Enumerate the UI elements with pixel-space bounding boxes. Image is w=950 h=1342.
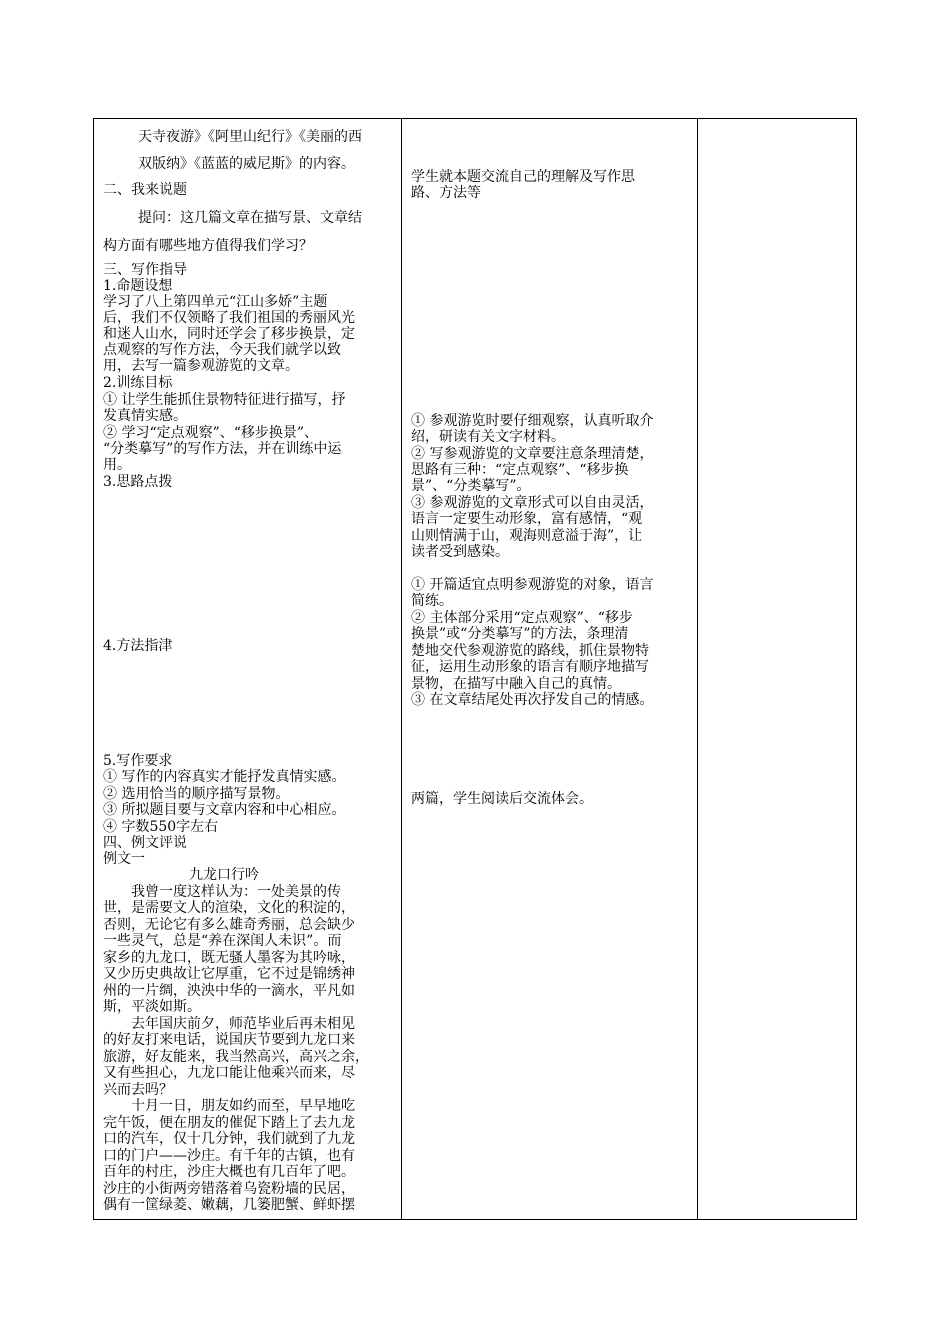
section-3-title: 三、写作指导 — [103, 262, 187, 278]
essay-line: 的好友打来电话，说国庆节要到九龙口来 — [103, 1032, 355, 1048]
essay-line: 世，是需要文人的渲染，文化的积淀的， — [103, 900, 355, 916]
essay-line: 兴而去吗？ — [103, 1082, 173, 1098]
reading-note: 两篇，学生阅读后交流体会。 — [411, 791, 593, 807]
essay-line: 家乡的九龙口，既无骚人墨客为其吟咏， — [103, 950, 355, 966]
method-line: 换景”或“分类摹写”的方法，条理清 — [411, 626, 629, 642]
sub-4-title: 4.方法指津 — [103, 638, 173, 654]
essay-line: 完午饭，便在朋友的催促下踏上了去九龙 — [103, 1115, 355, 1131]
method-line: ① 开篇适宜点明参观游览的对象，语言 — [411, 577, 654, 593]
requirement-line: ② 选用恰当的顺序描写景物。 — [103, 786, 290, 802]
sub-2-line: “分类摹写”的写作方法，并在训练中运 — [103, 441, 342, 457]
sub-1-line: 点观察的写作方法，今天我们就学以致 — [103, 342, 341, 358]
student-activity-column — [402, 119, 698, 1219]
method-line: 征，运用生动形象的语言有顺序地描写 — [411, 659, 649, 675]
sub-2-line: ② 学习“定点观察”、“移步换景”、 — [103, 425, 319, 441]
method-line: ③ 在文章结尾处再次抒发自己的情感。 — [411, 692, 654, 708]
discussion-line: 学生就本题交流自己的理解及写作思 — [411, 169, 635, 185]
sub-1-line: 后，我们不仅领略了我们祖国的秀丽风光 — [103, 310, 355, 326]
intro-line-2: 双版纳》《蓝蓝的威尼斯》的内容。 — [138, 156, 355, 172]
sub-1-line: 和迷人山水，同时还学会了移步换景，定 — [103, 326, 355, 342]
essay-line: 百年的村庄，沙庄大概也有几百年了吧。 — [103, 1164, 355, 1180]
intro-line-1: 天寺夜游》《阿里山纪行》《美丽的西 — [138, 129, 362, 145]
essay-line: 去年国庆前夕，师范毕业后再未相见 — [131, 1016, 355, 1032]
tip-line: ② 写参观游览的文章要注意条理清楚， — [411, 446, 654, 462]
essay-line: 旅游，好友能来，我当然高兴，高兴之余， — [103, 1049, 369, 1065]
essay-line: 一些灵气，总是“养在深闺人未识”。而 — [103, 933, 342, 949]
tip-line: 读者受到感染。 — [411, 544, 509, 560]
example-label: 例文一 — [103, 851, 145, 867]
essay-line: 偶有一筐绿菱、嫩藕，几篓肥蟹、鲜虾摆 — [103, 1197, 355, 1213]
lesson-table — [93, 118, 857, 1220]
sub-1-title: 1.命题设想 — [103, 278, 173, 294]
sub-2-line: ① 让学生能抓住景物特征进行描写，抒 — [103, 392, 346, 408]
tip-line: 思路有三种：“定点观察”、“移步换 — [411, 462, 629, 478]
tip-line: 语言一定要生动形象，富有感情，“观 — [411, 511, 643, 527]
requirement-line: ③ 所拟题目要与文章内容和中心相应。 — [103, 802, 346, 818]
essay-line: 十月一日，朋友如约而至，早早地吃 — [131, 1098, 355, 1114]
essay-title: 九龙口行吟 — [189, 867, 259, 883]
sub-2-title: 2.训练目标 — [103, 375, 173, 391]
tip-line: ① 参观游览时要仔细观察，认真听取介 — [411, 413, 654, 429]
sub-1-line: 学习了八上第四单元“江山多娇”主题 — [103, 294, 328, 310]
essay-line: 口的门户——沙庄。有千年的古镇，也有 — [103, 1148, 355, 1164]
essay-line: 又有些担心，九龙口能让他乘兴而来，尽 — [103, 1065, 355, 1081]
section-4-title: 四、例文评说 — [103, 835, 187, 851]
method-line: ② 主体部分采用“定点观察”、“移步 — [411, 610, 633, 626]
requirement-line: ④ 字数550字左右 — [103, 819, 219, 835]
notes-column — [698, 119, 856, 1219]
essay-line: 否则，无论它有多么雄奇秀丽，总会缺少 — [103, 917, 355, 933]
question-line-1: 提问：这几篇文章在描写景、文章结 — [138, 210, 362, 226]
essay-line: 沙庄的小街两旁错落着乌瓷粉墙的民居， — [103, 1181, 355, 1197]
discussion-line: 路、方法等 — [411, 185, 481, 201]
method-line: 景物，在描写中融入自己的真情。 — [411, 676, 621, 692]
requirement-line: ① 写作的内容真实才能抒发真情实感。 — [103, 769, 346, 785]
method-line: 楚地交代参观游览的路线，抓住景物特 — [411, 643, 649, 659]
sub-2-line: 用。 — [103, 457, 131, 473]
section-2-title: 二、我来说题 — [103, 182, 187, 198]
method-line: 简练。 — [411, 593, 453, 609]
essay-line: 州的一片绸，泱泱中华的一滴水，平凡如 — [103, 983, 355, 999]
essay-line: 斯，平淡如斯。 — [103, 999, 201, 1015]
essay-line: 口的汽车，仅十几分钟，我们就到了九龙 — [103, 1131, 355, 1147]
tip-line: 山则情满于山，观海则意溢于海”，让 — [411, 528, 643, 544]
teaching-content-column — [94, 119, 402, 1219]
sub-5-title: 5.写作要求 — [103, 753, 173, 769]
question-line-2: 构方面有哪些地方值得我们学习？ — [103, 238, 313, 254]
tip-line: ③ 参观游览的文章形式可以自由灵活， — [411, 495, 654, 511]
tip-line: 绍，研读有关文字材料。 — [411, 429, 565, 445]
sub-3-title: 3.思路点拨 — [103, 474, 173, 490]
tip-line: 景”、“分类摹写”。 — [411, 478, 531, 494]
essay-line: 我曾一度这样认为：一处美景的传 — [131, 884, 341, 900]
essay-line: 又少历史典故让它厚重，它不过是锦绣神 — [103, 966, 355, 982]
sub-1-line: 用，去写一篇参观游览的文章。 — [103, 358, 299, 374]
sub-2-line: 发真情实感。 — [103, 408, 187, 424]
